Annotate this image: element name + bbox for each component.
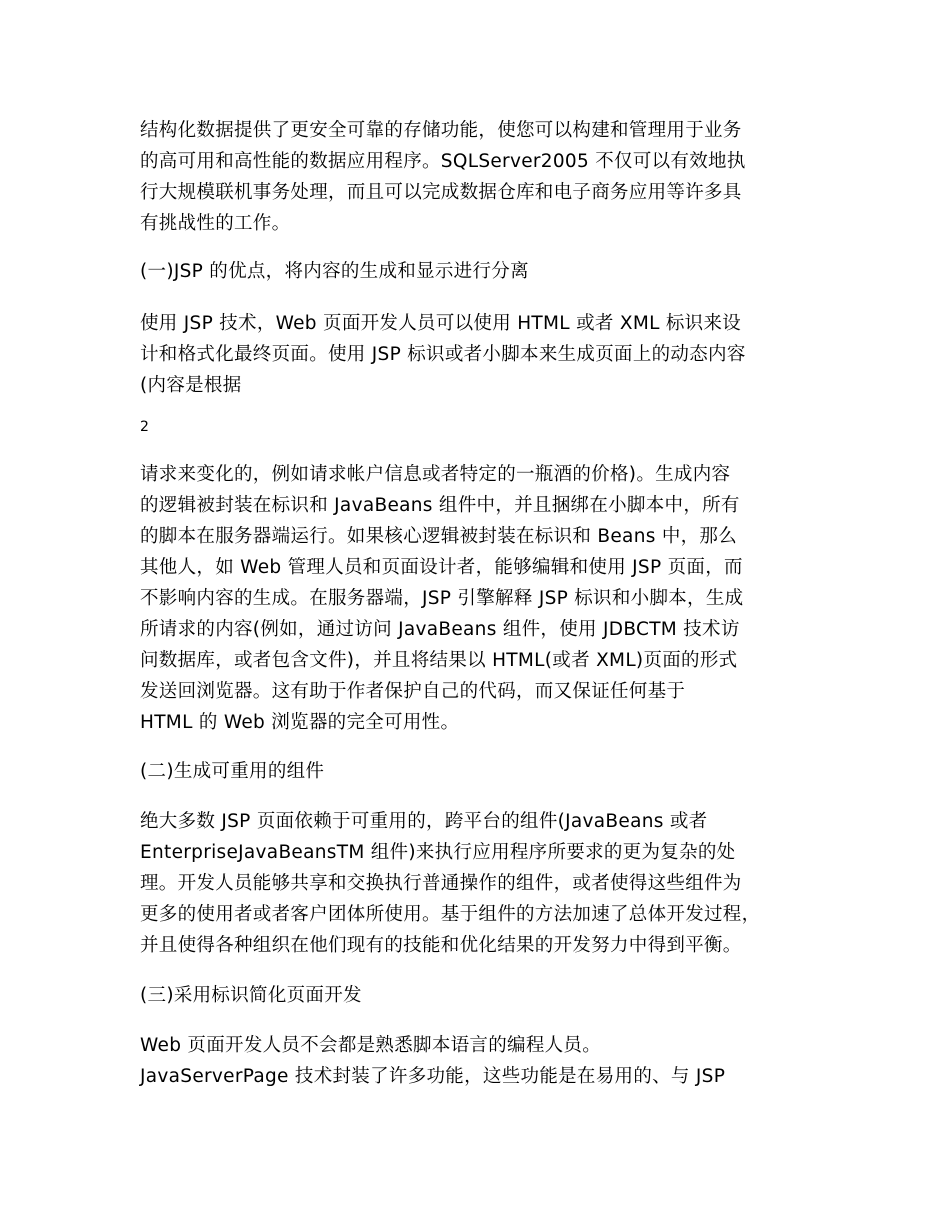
text-line: 绝大多数 JSP 页面依赖于可重用的，跨平台的组件(JavaBeans 或者 — [140, 811, 708, 832]
text-line: 计和格式化最终页面。使用 JSP 标识或者小脚本来生成页面上的动态内容 — [140, 344, 746, 365]
text-line: 并且使得各种组织在他们现有的技能和优化结果的开发努力中得到平衡。 — [140, 935, 742, 956]
text-line: 所请求的内容(例如，通过访问 JavaBeans 组件，使用 JDBCTM 技术访 — [140, 619, 740, 640]
paragraph-sqlserver-intro — [140, 115, 840, 239]
text-line: 的脚本在服务器端运行。如果核心逻辑被封装在标识和 Beans 中，那么 — [140, 526, 738, 547]
text-line: HTML 的 Web 浏览器的完全可用性。 — [140, 712, 460, 733]
page-number: 2 — [140, 419, 149, 435]
text-line: 理。开发人员能够共享和交换执行普通操作的组件，或者使得这些组件为 — [140, 873, 742, 894]
text-line: 发送回浏览器。这有助于作者保护自己的代码，而又保证任何基于 — [140, 681, 686, 702]
text-line: 行大规模联机事务处理，而且可以完成数据仓库和电子商务应用等许多具 — [140, 182, 742, 203]
section-heading-1 — [140, 256, 840, 287]
text-line: 问数据库，或者包含文件)，并且将结果以 HTML(或者 XML)页面的形式 — [140, 650, 738, 671]
text-line: 请求来变化的，例如请求帐户信息或者特定的一瓶酒的价格)。生成内容 — [140, 464, 731, 485]
text-line: 的逻辑被封装在标识和 JavaBeans 组件中，并且捆绑在小脚本中，所有 — [140, 495, 740, 516]
paragraph-reusable-components — [140, 806, 840, 961]
section-heading-3 — [140, 980, 840, 1011]
section-heading-2 — [140, 756, 840, 787]
heading-text: (三)采用标识简化页面开发 — [140, 985, 362, 1006]
paragraph-tags — [140, 1030, 840, 1092]
text-line: 更多的使用者或者客户团体所使用。基于组件的方法加速了总体开发过程， — [140, 904, 761, 925]
text-line: JavaServerPage 技术封装了许多功能，这些功能是在易用的、与 JSP — [140, 1066, 726, 1087]
text-line: (内容是根据 — [140, 375, 242, 396]
text-line: 其他人，如 Web 管理人员和页面设计者，能够编辑和使用 JSP 页面，而 — [140, 557, 743, 578]
text-line: 有挑战性的工作。 — [140, 213, 291, 234]
text-line: EnterpriseJavaBeansTM 组件)来执行应用程序所要求的更为复杂的处 — [140, 842, 736, 863]
text-line: 不影响内容的生成。在服务器端，JSP 引擎解释 JSP 标识和小脚本，生成 — [140, 588, 744, 609]
paragraph-content-generation — [140, 459, 840, 738]
heading-text: (二)生成可重用的组件 — [140, 761, 325, 782]
text-line: 的高可用和高性能的数据应用程序。SQLServer2005 不仅可以有效地执 — [140, 151, 746, 172]
text-line: 使用 JSP 技术，Web 页面开发人员可以使用 HTML 或者 XML 标识来设 — [140, 313, 742, 334]
paragraph-jsp-tech — [140, 308, 840, 401]
text-line: 结构化数据提供了更安全可靠的存储功能，使您可以构建和管理用于业务 — [140, 120, 742, 141]
heading-text: (一)JSP 的优点，将内容的生成和显示进行分离 — [140, 261, 529, 282]
text-line: Web 页面开发人员不会都是熟悉脚本语言的编程人员。 — [140, 1035, 602, 1056]
